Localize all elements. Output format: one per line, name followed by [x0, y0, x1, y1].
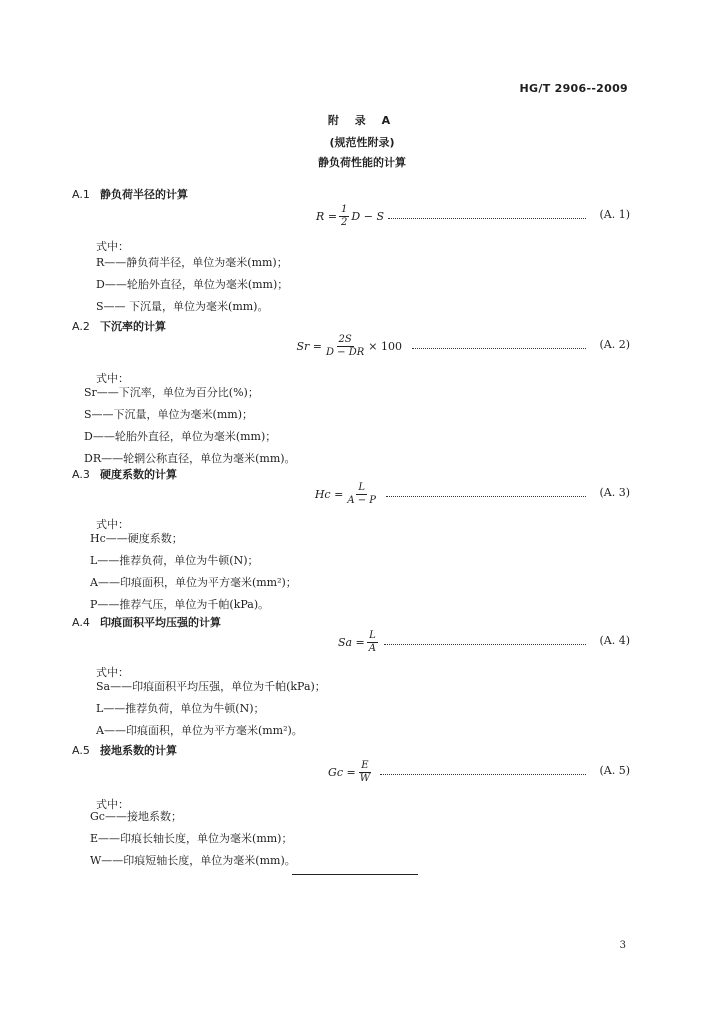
- fraction-numerator: 2S: [338, 334, 352, 345]
- fraction: [367, 630, 378, 655]
- leader-dots: [386, 492, 586, 497]
- formula-right: × 100: [368, 340, 402, 353]
- variable-definition: L——推荐负荷，单位为牛顿(N)；: [90, 554, 259, 567]
- section-title: 下沉率的计算: [100, 320, 166, 333]
- section-number: A.5: [72, 744, 90, 757]
- leader-dots: [412, 344, 586, 349]
- variable-definition: P——推荐气压，单位为千帕(kPa)。: [90, 598, 270, 611]
- formula-left: Sr =: [296, 340, 322, 353]
- where-label: 式中：: [96, 666, 129, 679]
- variable-definition: R——静负荷半径，单位为毫米(mm)；: [96, 256, 288, 269]
- fraction-numerator: 1: [341, 204, 348, 215]
- fraction-numerator: L: [369, 630, 376, 641]
- end-rule: [292, 874, 418, 875]
- variable-definition: D——轮胎外直径，单位为毫米(mm)；: [84, 430, 277, 443]
- fraction-denominator: D − DR: [325, 347, 365, 358]
- section-title: 静负荷半径的计算: [100, 188, 188, 201]
- formula-expression: [328, 760, 374, 785]
- section-heading: [72, 466, 177, 482]
- section-number: A.3: [72, 468, 90, 481]
- section-heading: [72, 742, 177, 758]
- standard-code: HG/T 2906--2009: [519, 82, 628, 95]
- variable-definition: S—— 下沉量，单位为毫米(mm)。: [96, 300, 269, 313]
- variable-definition: W——印痕短轴长度，单位为毫米(mm)。: [90, 854, 296, 867]
- fraction-denominator: W: [359, 773, 370, 784]
- page-number: 3: [619, 940, 626, 951]
- formula: [300, 204, 630, 240]
- where-label: 式中：: [96, 798, 129, 811]
- variable-definition: Sr——下沉率，单位为百分比(%)；: [84, 386, 259, 399]
- variable-definition: A——印痕面积，单位为平方毫米(mm²)。: [96, 724, 303, 737]
- fraction: [339, 204, 349, 229]
- where-label: 式中：: [96, 240, 129, 253]
- variable-definition: S——下沉量，单位为毫米(mm)；: [84, 408, 253, 421]
- section-number: A.4: [72, 616, 90, 629]
- equation-number: (A. 4): [599, 634, 630, 647]
- fraction-denominator: 2: [341, 217, 348, 228]
- variable-list: [84, 382, 296, 470]
- fraction-numerator: L: [358, 482, 365, 493]
- variable-list: [90, 806, 296, 872]
- equation-number: (A. 3): [599, 486, 630, 499]
- formula: [300, 630, 630, 666]
- appendix-name: 静负荷性能的计算: [318, 156, 406, 169]
- formula-left: Sa =: [337, 636, 365, 649]
- equation-number: (A. 2): [599, 338, 630, 351]
- section-title: 印痕面积平均压强的计算: [100, 616, 221, 629]
- formula-expression: [338, 630, 380, 655]
- appendix-subtitle: (规范性附录): [329, 136, 395, 149]
- fraction: [324, 334, 366, 359]
- formula-expression: [316, 204, 384, 229]
- section-heading: [72, 318, 166, 334]
- variable-list: [96, 676, 326, 742]
- fraction: [358, 760, 372, 785]
- fraction-denominator: A: [368, 643, 376, 654]
- section-heading: [72, 614, 221, 630]
- variable-list: [90, 528, 297, 616]
- formula-expression: [315, 482, 380, 507]
- section-title: 硬度系数的计算: [100, 468, 177, 481]
- formula: [300, 482, 630, 518]
- fraction-denominator: A − P: [347, 495, 376, 506]
- fraction-numerator: E: [361, 760, 369, 771]
- variable-definition: DR——轮辋公称直径，单位为毫米(mm)。: [84, 452, 296, 465]
- section-number: A.2: [72, 320, 90, 333]
- appendix-title: 附 录 A: [327, 114, 397, 127]
- equation-number: (A. 1): [599, 208, 630, 221]
- variable-definition: D——轮胎外直径，单位为毫米(mm)；: [96, 278, 289, 291]
- equation-number: (A. 5): [599, 764, 630, 777]
- section-heading: [72, 186, 188, 202]
- variable-definition: Hc——硬度系数；: [90, 532, 183, 545]
- fraction: [345, 482, 378, 507]
- formula: [300, 760, 630, 796]
- leader-dots: [388, 214, 586, 219]
- variable-definition: L——推荐负荷，单位为牛顿(N)；: [96, 702, 265, 715]
- formula-left: R =: [316, 210, 338, 223]
- where-label: 式中：: [96, 372, 129, 385]
- variable-definition: A——印痕面积，单位为平方毫米(mm²)；: [90, 576, 297, 589]
- where-label: 式中：: [96, 518, 129, 531]
- leader-dots: [380, 770, 586, 775]
- formula-left: Hc =: [314, 488, 344, 501]
- formula-expression: [296, 334, 402, 359]
- formula-left: Gc =: [328, 766, 356, 779]
- formula: [296, 334, 630, 370]
- formula-right: D − S: [351, 210, 384, 223]
- section-title: 接地系数的计算: [100, 744, 177, 757]
- variable-definition: E——印痕长轴长度，单位为毫米(mm)；: [90, 832, 293, 845]
- section-number: A.1: [72, 188, 90, 201]
- leader-dots: [384, 640, 586, 645]
- variable-list: [96, 252, 288, 318]
- variable-definition: Gc——接地系数；: [90, 810, 182, 823]
- variable-definition: Sa——印痕面积平均压强，单位为千帕(kPa)；: [96, 680, 326, 693]
